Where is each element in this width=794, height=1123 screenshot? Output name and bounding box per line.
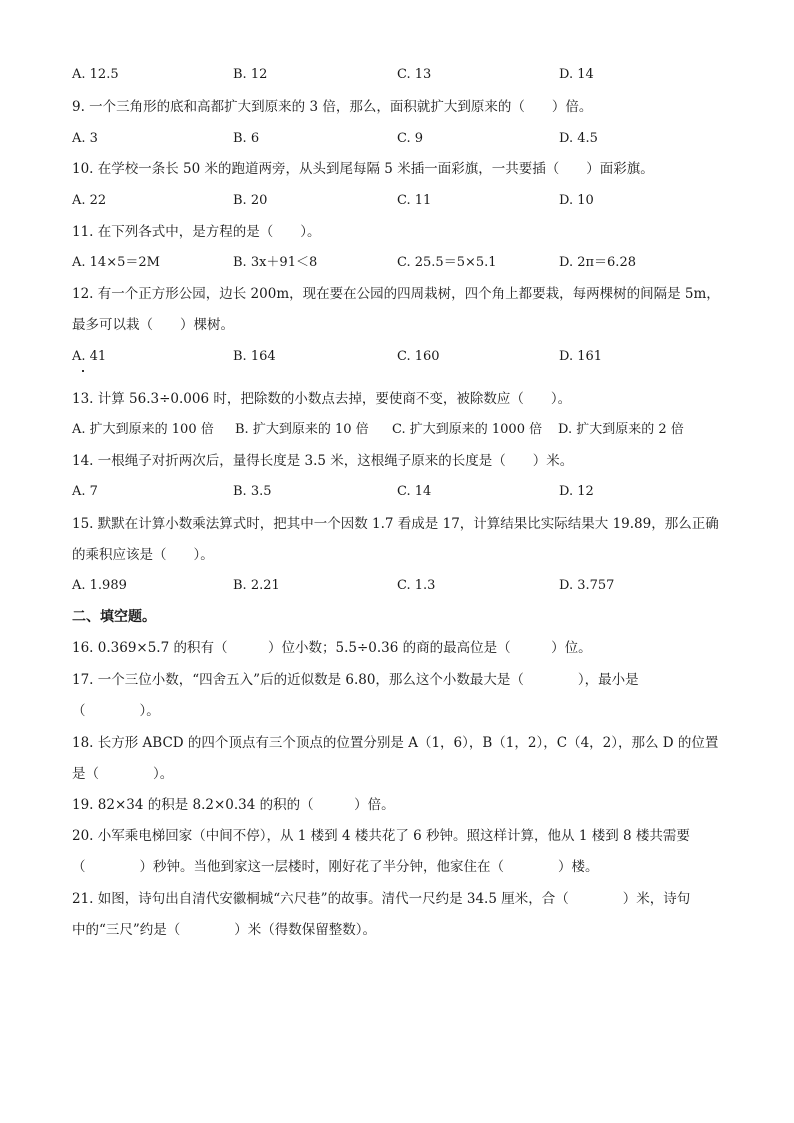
q12-option-d[interactable]: D. 161 [559,349,603,364]
q9-option-a[interactable]: A. 3 [72,131,98,146]
q8-option-b[interactable]: B. 12 [233,67,268,82]
q21-question-line1: 21. 如图，诗句出自清代安徽桐城“六尺巷”的故事。清代一尺约是 34.5 厘米，合（ ）米，诗句 [72,891,691,907]
q8-options [72,66,722,84]
q15-options [72,577,722,595]
q11-question: 11. 在下列各式中，是方程的是（ ）。 [72,224,321,240]
q11-option-a[interactable]: A. 14×5＝2M [72,255,160,270]
q11-options [72,254,722,272]
q16-question: 16. 0.369×5.7 的积有（ ）位小数；5.5÷0.36 的商的最高位是（ ）位。 [72,640,592,656]
q13-options [72,421,722,439]
q8-option-c[interactable]: C. 13 [397,67,432,82]
q9-option-c[interactable]: C. 9 [397,131,424,146]
q20-question-line2: （ ）秒钟。当他到家这一层楼时，刚好花了半分钟，他家住在（ ）楼。 [72,859,599,875]
q13-question: 13. 计算 56.3÷0.006 时，把除数的小数点去掉，要使商不变，被除数应（ ）。 [72,391,572,407]
q13-option-d[interactable]: D. 扩大到原来的 2 倍 [558,422,684,437]
q9-option-d[interactable]: D. 4.5 [559,131,598,146]
q10-option-b[interactable]: B. 20 [233,193,268,208]
q12-question-line2: 最多可以栽（ ）棵树。 [72,317,234,333]
q12-options [72,348,722,366]
section-title-fill-in: 二、填空题。 [72,609,156,625]
q14-question: 14. 一根绳子对折两次后，量得长度是 3.5 米，这根绳子原来的长度是（ ）米。 [72,453,574,469]
q17-question-line1: 17. 一个三位小数，“四舍五入”后的近似数是 6.80，那么这个小数最大是（ ），最小是 [72,672,639,688]
q12-option-b[interactable]: B. 164 [233,349,276,364]
q21-question-line2: 中的“三尺”约是（ ）米（得数保留整数）。 [72,922,377,938]
q10-options [72,192,722,210]
q14-option-b[interactable]: B. 3.5 [233,484,272,499]
q14-option-c[interactable]: C. 14 [397,484,432,499]
q11-option-d[interactable]: D. 2π＝6.28 [559,255,636,270]
q12-question-line1: 12. 有一个正方形公园，边长 200m，现在要在公园的四周栽树，四个角上都要栽，每两棵树的间隔是 5m， [72,286,720,302]
q13-option-a[interactable]: A. 扩大到原来的 100 倍 [72,422,214,437]
q15-question-line2: 的乘积应该是（ ）。 [72,547,214,563]
q15-option-b[interactable]: B. 2.21 [233,578,280,593]
q14-option-a[interactable]: A. 7 [72,484,98,499]
q9-options [72,130,722,148]
q15-option-c[interactable]: C. 1.3 [397,578,436,593]
q11-option-c[interactable]: C. 25.5＝5×5.1 [397,255,497,270]
q15-option-d[interactable]: D. 3.757 [559,578,615,593]
q13-option-c[interactable]: C. 扩大到原来的 1000 倍 [392,422,543,437]
q10-option-a[interactable]: A. 22 [72,193,107,208]
q13-option-b[interactable]: B. 扩大到原来的 10 倍 [235,422,369,437]
q8-option-d[interactable]: D. 14 [559,67,594,82]
q18-question-line1: 18. 长方形 ABCD 的四个顶点有三个顶点的位置分别是 A（1，6），B（1，2），C（4，2），那么 D 的位置 [72,735,719,751]
q20-question-line1: 20. 小军乘电梯回家（中间不停），从 1 楼到 4 楼共花了 6 秒钟。照这样计算，他从 1 楼到 8 楼共需要 [72,828,690,844]
q15-question-line1: 15. 默默在计算小数乘法算式时，把其中一个因数 1.7 看成是 17，计算结果比实际结果大 19.89，那么正确 [72,516,719,532]
q10-option-c[interactable]: C. 11 [397,193,432,208]
q15-option-a[interactable]: A. 1.989 [72,578,127,593]
q19-question: 19. 82×34 的积是 8.2×0.34 的积的（ ）倍。 [72,797,395,813]
q14-option-d[interactable]: D. 12 [559,484,594,499]
q8-option-a[interactable]: A. 12.5 [72,67,119,82]
q12-option-a[interactable]: A. 41 [72,349,107,364]
q9-question: 9. 一个三角形的底和高都扩大到原来的 3 倍，那么，面积就扩大到原来的（ ）倍。 [72,99,593,115]
q11-option-b[interactable]: B. 3x＋91＜8 [233,255,318,270]
q9-option-b[interactable]: B. 6 [233,131,260,146]
q17-question-line2: （ ）。 [72,703,160,719]
q18-question-line2: 是（ ）。 [72,766,174,782]
q14-options [72,483,722,501]
stray-dot-mark [82,370,84,372]
q10-option-d[interactable]: D. 10 [559,193,594,208]
q12-option-c[interactable]: C. 160 [397,349,440,364]
q10-question: 10. 在学校一条长 50 米的跑道两旁，从头到尾每隔 5 米插一面彩旗，一共要插（ ）面彩旗。 [72,161,654,177]
